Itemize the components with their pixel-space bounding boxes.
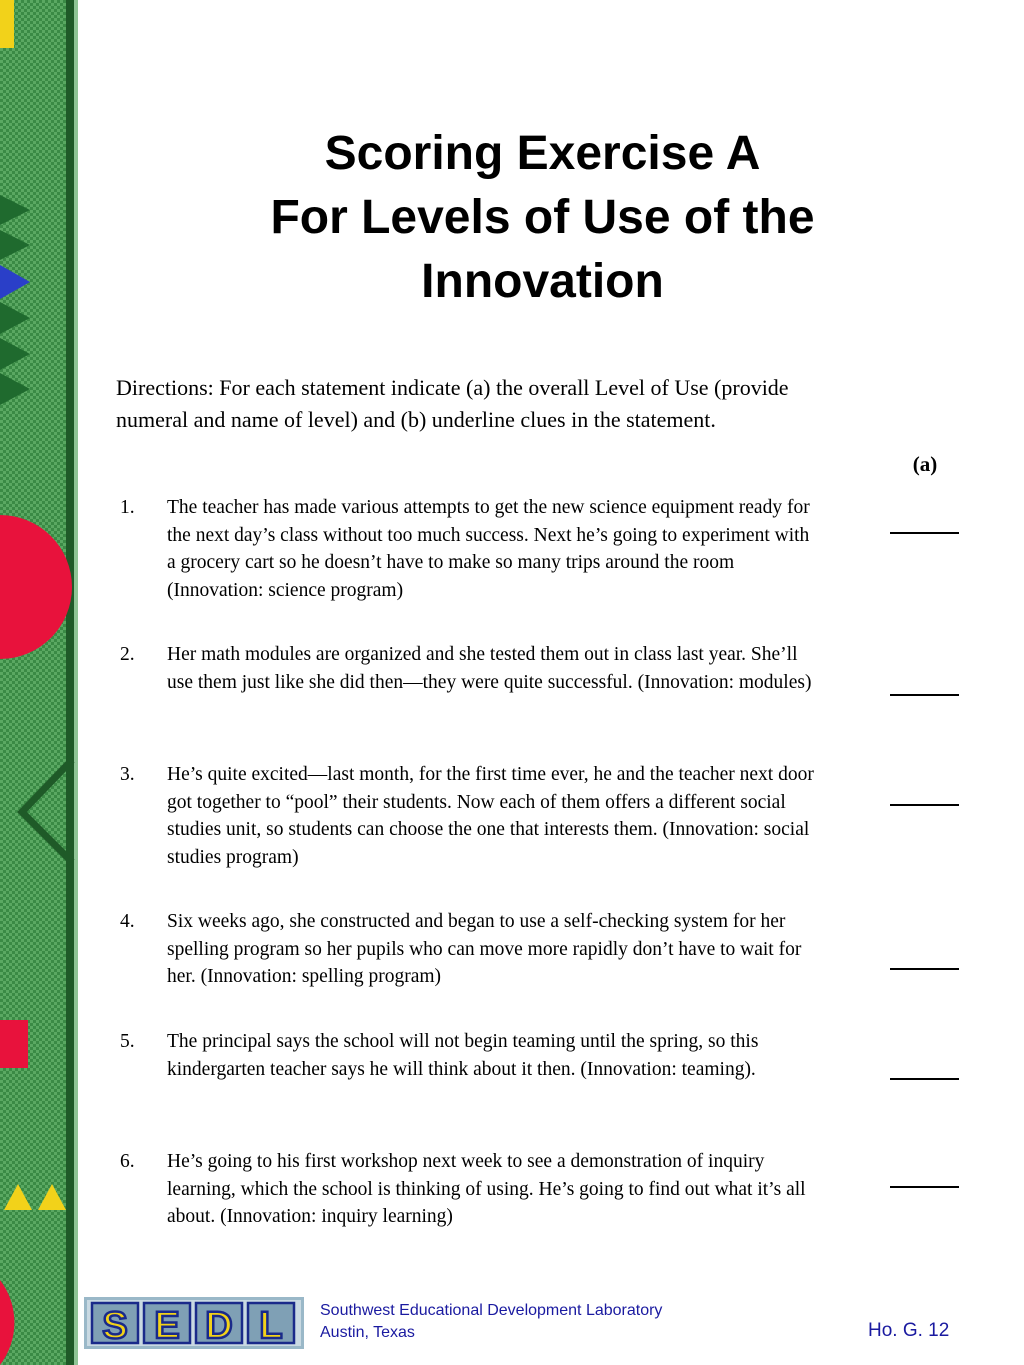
statement-item-5 — [116, 1028, 836, 1083]
item-text: He’s quite excited—last month, for the first time ever, he and the teacher next door got together to “pool” their students. Now each of them offers a different social studies unit, so students can choose the one that interests them. (Innovation: social studies program) — [167, 764, 814, 868]
item-text: He’s going to his first workshop next week to see a demonstration of inquiry learning, which the school is thinking of using. He’s going to find out what it’s all about. (Innovation: inquiry learning) — [167, 1151, 806, 1227]
directions-text: Directions: For each statement indicate (a) the overall Level of Use (provide numeral and name of level) and (b) underline clues in the statement. — [116, 375, 789, 432]
item-number: 1. — [120, 497, 135, 518]
title-line-3: Innovation — [421, 255, 664, 308]
svg-text:E: E — [154, 1305, 180, 1347]
sedl-logo — [84, 1297, 304, 1349]
answer-blank-2[interactable] — [890, 694, 959, 696]
answer-blank-3[interactable] — [890, 804, 959, 806]
handout-code: Ho. G. 12 — [868, 1320, 950, 1341]
answer-blank-4[interactable] — [890, 968, 959, 970]
title-line-2: For Levels of Use of the — [270, 191, 815, 244]
page-title — [140, 122, 945, 314]
sedl-logo-graphic — [84, 1297, 304, 1349]
footer-org-location: Austin, Texas — [320, 1324, 415, 1341]
answer-blank-6[interactable] — [890, 1186, 959, 1188]
answer-blank-1[interactable] — [890, 532, 959, 534]
svg-text:D: D — [205, 1305, 233, 1347]
item-text: The principal says the school will not begin teaming until the spring, so this kindergarten teacher says he will think about it then. (Innovation: teaming). — [167, 1031, 759, 1080]
statement-item-4 — [116, 908, 836, 991]
decorative-border — [0, 0, 78, 1365]
svg-text:L: L — [259, 1305, 283, 1347]
answer-blank-5[interactable] — [890, 1078, 959, 1080]
statement-item-3 — [116, 761, 836, 871]
item-number: 6. — [120, 1151, 135, 1172]
footer-organization — [320, 1300, 662, 1344]
statement-item-2 — [116, 641, 836, 696]
item-number: 2. — [120, 644, 135, 665]
border-pattern-graphic — [0, 0, 78, 1365]
item-number: 5. — [120, 1031, 135, 1052]
item-text: The teacher has made various attempts to get the new science equipment ready for the next day’s class without too much success. Next he’s going to experiment with a grocery cart so he doesn’t have to make so many trips around the room (Innovation: science program) — [167, 497, 810, 601]
item-text: Six weeks ago, she constructed and began to use a self-checking system for her spelling program so her pupils who can move more rapidly don’t have to wait for her. (Innovation: spelling program) — [167, 911, 802, 987]
footer-org-name: Southwest Educational Development Laboratory — [320, 1302, 663, 1319]
column-header-a: (a) — [912, 452, 938, 476]
title-line-1: Scoring Exercise A — [324, 127, 761, 180]
statement-item-6 — [116, 1148, 836, 1231]
svg-text:S: S — [102, 1305, 128, 1347]
item-number: 4. — [120, 911, 135, 932]
item-text: Her math modules are organized and she tested them out in class last year. She’ll use them just like she did then—they were quite successful. (Innovation: modules) — [167, 644, 812, 693]
statement-item-1 — [116, 494, 836, 604]
item-number: 3. — [120, 764, 135, 785]
